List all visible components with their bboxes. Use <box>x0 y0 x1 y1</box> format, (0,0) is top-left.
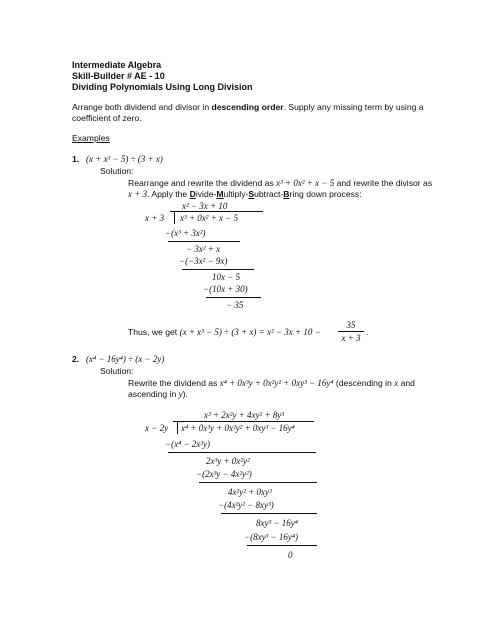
apply-text: . Apply the <box>147 189 190 199</box>
ex1-step-2: − 3x² + x <box>186 244 221 254</box>
example-1-quotient: x² − 3x + 10 <box>182 201 228 211</box>
example-1-divisor: x + 3 <box>145 213 165 223</box>
dmsb-s: S <box>248 189 255 199</box>
examples-heading: Examples <box>72 133 110 143</box>
ex2-var-x: x <box>394 378 399 388</box>
division-bar-2 <box>176 421 314 422</box>
rewrite-text-a: Rearrange and rewrite the dividend as <box>128 178 277 188</box>
ex2-step-4: 4x²y² + 0xy³ <box>228 487 272 497</box>
ex2-step-5: −(4x²y² − 8xy³) <box>218 500 274 510</box>
dmsb-m: M <box>216 189 224 199</box>
dmsb-b: B <box>283 189 290 199</box>
division-bracket-1 <box>170 211 175 224</box>
intro-after: . Supply any missing term by using a <box>283 102 424 112</box>
division-bracket-2 <box>173 421 178 434</box>
result-period: . <box>366 327 369 337</box>
example-1-rewrite-line <box>128 178 432 189</box>
intro-line-2: coefficient of zero. <box>72 113 142 123</box>
ex2-rewrite-text-b: (descending in <box>333 378 395 388</box>
example-2-dividend: x⁴ + 0x³y + 0x²y² + 0xy³ − 16y⁴ <box>181 423 295 433</box>
ex2-var-y: y <box>178 389 183 399</box>
ex2-rule-1 <box>168 452 316 453</box>
example-1-solution-label: Solution: <box>100 166 134 176</box>
ex2-step-6: 8xy³ − 16y⁴ <box>256 518 298 528</box>
rewrite-text-b: and rewrite the divisor as <box>334 178 433 188</box>
example-1-dividend: x³ + 0x² + x − 5 <box>180 213 239 223</box>
ex2-rewrite-expr: x⁴ + 0x³y + 0x²y² + 0xy³ − 16y⁴ <box>219 378 334 388</box>
skill-builder-code: Skill-Builder # AE - 10 <box>72 71 165 81</box>
rewrite-dividend-expr: x³ + 0x² + x − 5 <box>276 178 335 188</box>
intro-before: Arrange both dividend and divisor in <box>72 102 212 112</box>
ex2-rule-3 <box>221 513 317 514</box>
example-2-solution-label: Solution: <box>100 366 134 376</box>
ex1-rule-1 <box>168 241 240 242</box>
ex2-rewrite-text-a: Rewrite the dividend as <box>128 378 220 388</box>
ex1-step-1: −(x³ + 3x²) <box>165 228 206 238</box>
ex2-step-2: 2x³y + 0x²y² <box>206 456 250 466</box>
result-prefix: Thus, we get <box>128 327 180 337</box>
ex1-rule-3 <box>206 297 261 298</box>
course-title: Intermediate Algebra <box>72 60 162 70</box>
example-2-ascending-line <box>128 389 188 400</box>
example-2-number: 2. <box>72 354 80 364</box>
example-1-problem: (x + x³ − 5) ÷ (3 + x) <box>86 154 163 164</box>
dmsb-d: D <box>189 189 196 199</box>
ex1-step-5: −(10x + 30) <box>203 284 248 294</box>
example-2-divisor: x − 2y <box>145 423 169 433</box>
dmsb-d-rest: ivide- <box>195 189 217 199</box>
example-2-problem: (x⁴ − 16y⁴) ÷ (x − 2y) <box>86 354 165 364</box>
result-expression: (x + x³ − 5) ÷ (3 + x) = x² − 3x + 10 − <box>179 327 321 337</box>
dmsb-b-rest: ring down process: <box>289 189 362 199</box>
ex2-step-3: −(2x³y − 4x²y²) <box>196 469 252 479</box>
example-2-rewrite-line <box>128 378 415 389</box>
ex2-rule-4 <box>247 545 317 546</box>
ex1-rule-2 <box>182 269 254 270</box>
ex1-step-4: 10x − 5 <box>212 272 241 282</box>
rewrite-divisor-expr: x + 3 <box>128 189 148 199</box>
example-1-apply-line <box>128 189 362 200</box>
dmsb-process <box>190 189 362 199</box>
dmsb-s-rest: ubtract- <box>254 189 284 199</box>
ex2-step-7: −(8xy³ − 16y⁴) <box>244 532 298 542</box>
result-fraction-numerator: 35 <box>346 320 356 330</box>
example-2-quotient: x³ + 2x²y + 4xy² + 8y³ <box>204 410 284 420</box>
ex2-step-8: 0 <box>288 550 293 560</box>
example-1-number: 1. <box>72 154 80 164</box>
example-1-result <box>128 327 321 338</box>
dmsb-m-rest: ultiply- <box>223 189 249 199</box>
intro-emphasis: descending order <box>211 102 284 112</box>
result-fraction-bar <box>338 331 364 332</box>
ex1-step-6: − 35 <box>226 300 244 310</box>
ex2-line2-a: ascending in <box>128 389 179 399</box>
ex2-rule-2 <box>199 482 317 483</box>
division-bar-1 <box>173 211 263 212</box>
ex2-rewrite-text-c: and <box>398 378 415 388</box>
ex2-line2-b: ). <box>182 389 188 399</box>
ex2-step-1: −(x⁴ − 2x³y) <box>165 439 210 449</box>
result-fraction-denominator: x + 3 <box>341 333 361 343</box>
topic-title: Dividing Polynomials Using Long Division <box>72 82 253 92</box>
ex1-step-3: −(−3x² − 9x) <box>179 256 228 266</box>
intro-line-1 <box>72 102 424 113</box>
